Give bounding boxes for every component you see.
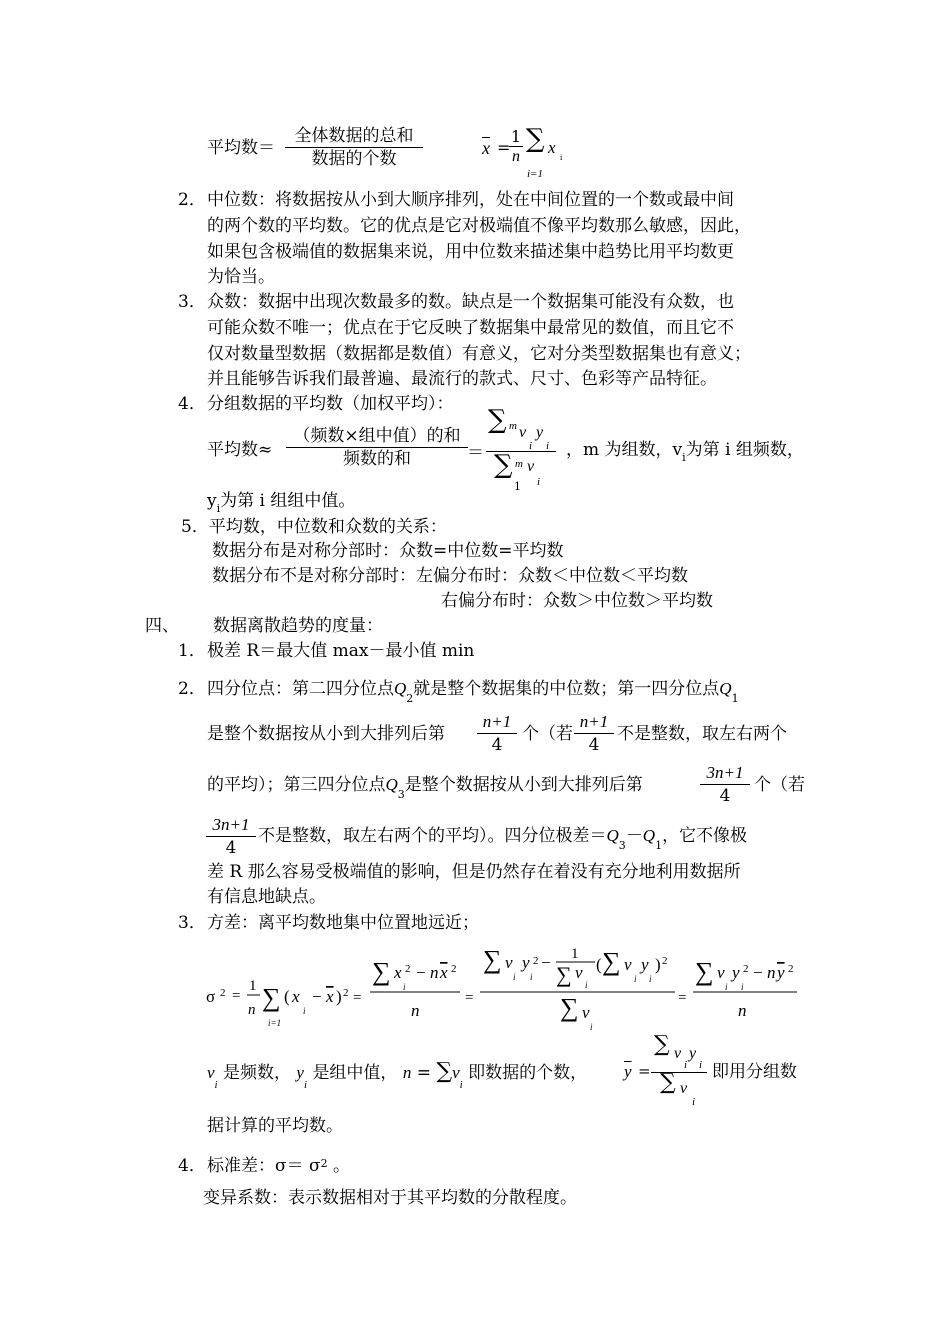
frac-n1-a bbox=[477, 711, 517, 756]
y-sub-note: i bbox=[303, 1079, 308, 1091]
q3b-symbol: Q bbox=[606, 826, 619, 845]
weighted-denominator: 频数的和 bbox=[343, 449, 411, 469]
svg-text:v: v bbox=[624, 955, 632, 974]
v-bottom-i: i bbox=[537, 476, 541, 488]
svg-text:2: 2 bbox=[788, 963, 794, 975]
svg-text:−: − bbox=[312, 987, 322, 1006]
ybar-sum-bottom: ∑ bbox=[660, 1070, 676, 1095]
svg-text:∑: ∑ bbox=[372, 957, 391, 986]
sum-bottom-1: 1 bbox=[514, 480, 521, 493]
svg-text:i: i bbox=[403, 982, 406, 992]
d2-line2b: 个（若 bbox=[522, 724, 573, 744]
std-text: 标准差：σ＝ bbox=[207, 1156, 304, 1176]
weighted-fraction bbox=[286, 425, 468, 470]
svg-text:i: i bbox=[590, 1022, 593, 1032]
d2-line3 bbox=[207, 773, 643, 799]
one-over-n bbox=[509, 128, 523, 167]
svg-text:(: ( bbox=[596, 955, 602, 974]
svg-text:=: = bbox=[465, 990, 474, 1006]
svg-text:v: v bbox=[717, 963, 725, 982]
item5-line1: 数据分布是对称分部时：众数=中位数=平均数 bbox=[212, 541, 564, 561]
d3-notes: $v_i$ 是频数， $y_i$ 是组中值， $n = \sum v_i$ 即数据的个数， bbox=[207, 1059, 588, 1091]
svg-text:∑: ∑ bbox=[483, 945, 502, 974]
svg-text:∑: ∑ bbox=[560, 993, 579, 1022]
svg-text:i: i bbox=[649, 974, 652, 984]
n-symbol: n bbox=[402, 1063, 412, 1082]
d2-line3b: 个（若 bbox=[754, 775, 805, 795]
d2-line2a: 是整个数据按从小到大排列后第 bbox=[207, 724, 445, 744]
svg-text:2: 2 bbox=[743, 963, 749, 975]
d2-a1: 四分位点：第二四分位点 bbox=[207, 679, 394, 699]
y-top: y bbox=[536, 424, 544, 441]
d4-line bbox=[207, 1154, 350, 1180]
item2-line2: 的两个数的平均数。它的优点是它对极端值不像平均数那么敏感，因此， bbox=[207, 216, 751, 236]
svg-text:i: i bbox=[585, 980, 588, 990]
item5-line3: 右偏分布时：众数＞中位数＞平均数 bbox=[441, 591, 713, 611]
y-label: y bbox=[207, 491, 217, 511]
note-end: 据计算的平均数。 bbox=[207, 1116, 343, 1136]
svg-text:): ) bbox=[655, 955, 661, 974]
ybar-symbol: $\overline{y}$ bbox=[624, 1062, 632, 1081]
svg-text:x: x bbox=[326, 987, 334, 1006]
item3-line2: 可能众数不唯一；优点在于它反映了数据集中最常见的数值，而且它不 bbox=[207, 318, 734, 338]
mean-denominator: 数据的个数 bbox=[311, 149, 397, 169]
svg-text:v: v bbox=[505, 953, 513, 972]
q1b-symbol: Q bbox=[642, 826, 656, 845]
x-symbol: x bbox=[548, 138, 556, 157]
d4-num: 4． bbox=[178, 1156, 206, 1176]
cv-line: 变异系数：表示数据相对于其平均数的分散程度。 bbox=[203, 1188, 577, 1208]
frac-n1-b bbox=[574, 711, 614, 756]
svg-text:y: y bbox=[732, 963, 740, 982]
frac-3n1-a bbox=[700, 762, 750, 807]
d2-a2: 就是整个数据集的中位数；第一四分位点 bbox=[413, 679, 720, 699]
v-bottom: v bbox=[527, 458, 535, 475]
svg-text:∑: ∑ bbox=[695, 957, 714, 986]
svg-text:2: 2 bbox=[343, 987, 349, 999]
d2-c1: 的平均）；第三四分位点 bbox=[207, 775, 386, 795]
svg-text:v: v bbox=[582, 1003, 590, 1022]
y-symbol: y bbox=[296, 1063, 304, 1082]
v-sub-note: i bbox=[214, 1079, 218, 1091]
svg-text:n: n bbox=[738, 1001, 747, 1020]
svg-text:n: n bbox=[248, 1002, 256, 1018]
svg-text:x: x bbox=[394, 963, 402, 982]
q2-symbol: Q bbox=[394, 679, 407, 698]
d2-c2: 是整个数据按从小到大排列后第 bbox=[404, 775, 643, 795]
frac-3n1-b-num: 3n+1 bbox=[212, 815, 250, 834]
y-sub: i bbox=[216, 502, 221, 515]
weighted-numerator: （频数×组中值）的和 bbox=[293, 426, 461, 446]
sum-n: ∑ bbox=[436, 1059, 453, 1084]
svg-text:v: v bbox=[575, 963, 583, 982]
q1-symbol: Q bbox=[719, 679, 732, 698]
q3-symbol: Q bbox=[385, 775, 398, 794]
svg-text:y: y bbox=[777, 963, 785, 982]
std-period: 。 bbox=[333, 1156, 351, 1176]
q3b-sub: 3 bbox=[618, 839, 626, 852]
sum-top: ∑ bbox=[488, 405, 507, 435]
item4-num: 4． bbox=[178, 394, 206, 414]
section4-title: 数据离散趋势的度量： bbox=[213, 616, 383, 636]
svg-text:∑: ∑ bbox=[602, 947, 621, 976]
frac-n1-a-num: n+1 bbox=[482, 712, 512, 731]
svg-text:i: i bbox=[303, 1006, 306, 1016]
xbar-symbol: $\overline{x}$ bbox=[482, 138, 490, 158]
d1-num: 1． bbox=[178, 641, 206, 661]
variance-formula bbox=[200, 940, 810, 1040]
weighted-after bbox=[566, 438, 804, 464]
svg-text:n: n bbox=[430, 963, 439, 982]
svg-text:i: i bbox=[634, 974, 637, 984]
svg-text:1: 1 bbox=[249, 978, 257, 994]
note-ybar: 即用分组数 bbox=[712, 1062, 797, 1082]
v-n-sub: i bbox=[459, 1079, 463, 1091]
mean-lhs: 平均数＝ bbox=[207, 138, 275, 158]
note-mid: 是组中值， bbox=[312, 1063, 398, 1083]
y-desc: 为第 i 组组中值。 bbox=[220, 491, 356, 511]
x-subscript: i bbox=[560, 154, 563, 162]
ybar-sum-top: ∑ bbox=[654, 1032, 670, 1057]
svg-text:i: i bbox=[530, 972, 533, 982]
v-sub-after: i bbox=[682, 451, 686, 464]
svg-text:i=1: i=1 bbox=[268, 1018, 282, 1028]
weighted-after2: 为第 i 组频数， bbox=[685, 440, 804, 460]
svg-text:−: − bbox=[541, 953, 551, 972]
d2-line6: 有信息地缺点。 bbox=[207, 887, 326, 907]
ybar-y-sub: i bbox=[699, 1059, 703, 1071]
frac-3n1-a-den: 4 bbox=[719, 786, 731, 806]
d2-line2c: 不是整数，取左右两个 bbox=[617, 724, 787, 744]
frac-3n1-b-den: 4 bbox=[225, 838, 237, 858]
d2-line5: 差 R 那么容易受极端值的影响，但是仍然存在着没有充分地利用数据所 bbox=[207, 862, 741, 882]
note-count: 即数据的个数， bbox=[468, 1063, 588, 1083]
ybar-v-bottom: v bbox=[680, 1080, 688, 1097]
weighted-after-text: ，m 为组数，v bbox=[566, 440, 683, 460]
svg-text:=: = bbox=[353, 990, 362, 1006]
svg-text:n: n bbox=[767, 963, 776, 982]
svg-text:2: 2 bbox=[533, 955, 539, 967]
svg-text:∑: ∑ bbox=[262, 983, 281, 1012]
svg-text:i: i bbox=[741, 982, 744, 992]
ybar-eq: = bbox=[638, 1062, 651, 1080]
item5-title: 5．平均数，中位数和众数的关系： bbox=[181, 517, 447, 537]
svg-text:i: i bbox=[513, 972, 516, 982]
v-top-i: i bbox=[529, 440, 533, 452]
svg-text:n: n bbox=[411, 1001, 420, 1020]
std-sigma: σ bbox=[309, 1156, 321, 1176]
v-top: v bbox=[519, 424, 527, 441]
sum-index: i=1 bbox=[527, 168, 543, 180]
item2-line4: 为恰当。 bbox=[207, 267, 275, 287]
item2-line1: 中位数：将数据按从小到大顺序排列，处在中间位置的一个数或最中间 bbox=[207, 190, 734, 210]
item3-line4: 并且能够告诉我们最普遍、最流行的款式、尺寸、色彩等产品特征。 bbox=[207, 369, 717, 389]
q2-sub: 2 bbox=[406, 692, 414, 705]
sigma-symbol: σ bbox=[206, 987, 216, 1006]
sum-bottom-m: m bbox=[515, 458, 523, 470]
item3-line3: 仅对数量型数据（数据都是数值）有意义，它对分类型数据集也有意义； bbox=[207, 344, 751, 364]
one-num: 1 bbox=[510, 127, 522, 146]
d2-line1 bbox=[207, 677, 739, 703]
svg-text:(: ( bbox=[284, 987, 290, 1006]
mean-eq: = bbox=[497, 138, 511, 157]
item4-title: 分组数据的平均数（加权平均）： bbox=[207, 394, 454, 414]
svg-text:y: y bbox=[641, 955, 649, 974]
d2-num: 2． bbox=[178, 679, 206, 699]
mean-fraction bbox=[285, 125, 423, 170]
weighted-eq: ＝ bbox=[467, 443, 484, 463]
mean-numerator: 全体数据的总和 bbox=[294, 126, 414, 146]
sum-symbol: ∑ bbox=[526, 124, 545, 154]
svg-text:x: x bbox=[292, 987, 300, 1006]
svg-text:2: 2 bbox=[405, 963, 411, 975]
frac-n1-b-den: 4 bbox=[588, 735, 600, 755]
std-sq: 2 bbox=[320, 1157, 328, 1170]
frac-3n1-b bbox=[206, 814, 256, 859]
svg-text:2: 2 bbox=[662, 955, 668, 967]
n-den: n bbox=[512, 148, 520, 165]
frac-n1-a-den: 4 bbox=[491, 735, 503, 755]
svg-text:x: x bbox=[440, 963, 448, 982]
svg-text:−: − bbox=[416, 963, 426, 982]
svg-text:=: = bbox=[678, 990, 687, 1006]
section4-num: 四、 bbox=[145, 616, 179, 636]
item3-num: 3． bbox=[178, 292, 206, 312]
y-top-i: i bbox=[546, 440, 550, 452]
frac-3n1-a-num: 3n+1 bbox=[706, 763, 744, 782]
ybar-v: v bbox=[674, 1045, 682, 1062]
d3-text: 方差：离平均数地集中位置地远近； bbox=[207, 913, 479, 933]
svg-text:=: = bbox=[232, 988, 241, 1004]
d2-d1: 不是整数，取左右两个的平均）。四分位极差＝ bbox=[258, 826, 607, 846]
sum-top-m: m bbox=[509, 420, 517, 432]
svg-text:y: y bbox=[522, 953, 530, 972]
v-symbol: v bbox=[207, 1063, 215, 1082]
svg-text:2: 2 bbox=[451, 963, 457, 975]
d2-minus: － bbox=[625, 826, 643, 846]
item2-line3: 如果包含极端值的数据集来说，用中位数来描述集中趋势比用平均数更 bbox=[207, 242, 734, 262]
sigma-sq: 2 bbox=[220, 987, 226, 999]
svg-text:): ) bbox=[336, 987, 342, 1006]
ybar-y: y bbox=[689, 1045, 697, 1062]
weighted-line2 bbox=[207, 489, 355, 515]
sum-bottom: ∑ bbox=[494, 450, 513, 480]
frac-n1-b-num: n+1 bbox=[579, 712, 609, 731]
ybar-v-bottom-sub: i bbox=[692, 1096, 696, 1108]
q3-sub: 3 bbox=[397, 788, 405, 801]
note-freq: 是频数， bbox=[223, 1063, 292, 1083]
weighted-lhs: 平均数≈ bbox=[207, 440, 273, 460]
d2-d3: ，它不像极 bbox=[662, 826, 748, 846]
svg-text:∑: ∑ bbox=[556, 962, 572, 987]
q1b-sub: 1 bbox=[655, 839, 663, 852]
svg-text:−: − bbox=[753, 963, 763, 982]
d3-num: 3． bbox=[178, 913, 206, 933]
ybar-v-sub: i bbox=[684, 1059, 688, 1071]
d1-text: 极差 R＝最大值 max－最小值 min bbox=[207, 641, 475, 661]
item3-line1: 众数：数据中出现次数最多的数。缺点是一个数据集可能没有众数，也 bbox=[207, 292, 734, 312]
v-n: v bbox=[452, 1063, 460, 1082]
d2-line4 bbox=[258, 824, 747, 850]
q1-sub: 1 bbox=[731, 692, 739, 705]
svg-text:i: i bbox=[725, 982, 728, 992]
item5-line2: 数据分布不是对称分部时：左偏分布时：众数＜中位数＜平均数 bbox=[212, 566, 688, 586]
item2-num: 2． bbox=[178, 190, 206, 210]
svg-text:1: 1 bbox=[571, 946, 579, 962]
